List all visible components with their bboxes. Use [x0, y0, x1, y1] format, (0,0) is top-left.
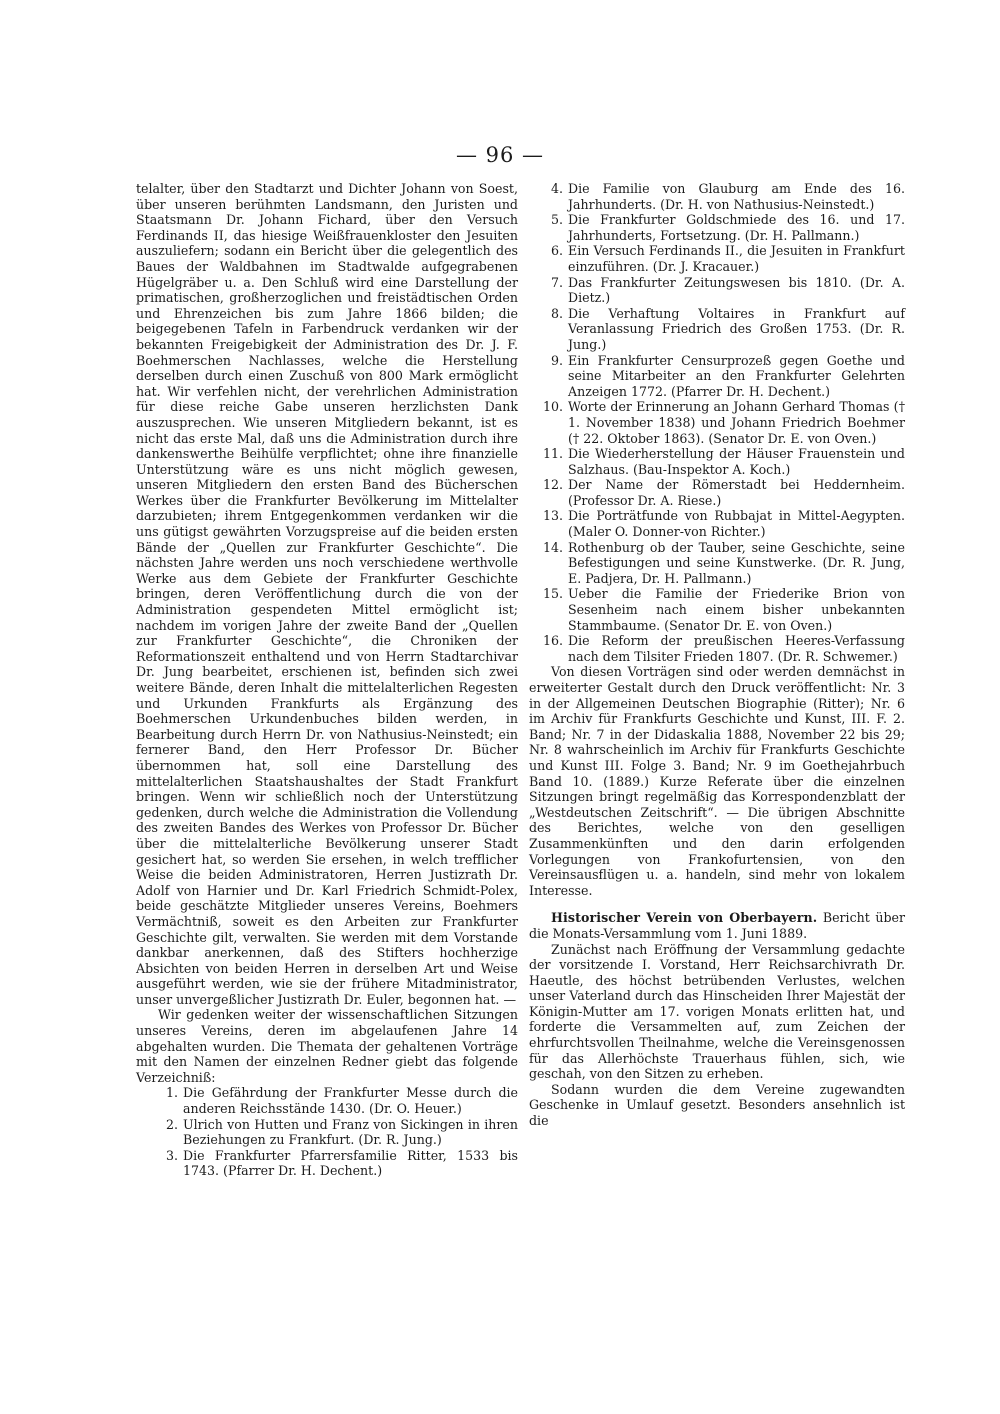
list-item — [529, 353, 905, 400]
list-item-number: 11. — [542, 446, 563, 462]
list-item-text: Das Frankfurter Zeitungswesen bis 1810. (Dr. A. Dietz.) — [568, 274, 905, 306]
list-item-number: 7. — [550, 274, 563, 290]
list-item — [529, 181, 905, 212]
list-item — [529, 243, 905, 274]
list-item — [529, 275, 905, 306]
list-item-number: 14. — [542, 539, 563, 555]
list-item-number: 16. — [542, 633, 563, 649]
lecture-list — [136, 1085, 518, 1179]
list-item-number: 5. — [550, 212, 563, 228]
list-item-text: Die Familie von Glauburg am Ende des 16. Jahrhunderts. (Dr. H. von Nathusius-Neinstedt.) — [568, 181, 905, 212]
list-item-number: 2. — [165, 1116, 178, 1132]
list-item-text: Ein Frankfurter Censurprozeß gegen Goethe und seine Mitarbeiter an den Frankfurter Gelehrten Anzeigen 1772. (Pfarrer Dr. H. Dechent.) — [568, 352, 905, 399]
list-item-number: 13. — [542, 508, 563, 524]
list-item-text: Die Reform der preußischen Heeres-Verfassung nach dem Tilsiter Frieden 1807. (Dr. R. Schwemer.) — [568, 633, 905, 664]
list-item — [160, 1148, 518, 1179]
list-item — [529, 586, 905, 633]
paragraph: telalter, über den Stadtarzt und Dichter Johann von Soest, über unseren berühmten Landsmann, den Juristen und Staatsmann Dr. Johann Fichard, über den Versuch Ferdinands II, das hiesige Weißfrauenkloster den Jesuiten auszuliefern; sodann ein Bericht über die gelegentlich des Baues der Waldbahnen im Stadtwalde aufgegrabenen Hügelgräber u. a. Den Schluß wird eine Darstellung der primatischen, großherzoglichen und freistädtischen Orden und Ehrenzeichen bis zum Jahre 1866 bilden; die beigegebenen Tafeln in Farbendruck verdanken wir der bekannten Freigebigkeit der Administration des Dr. J. F. Boehmerschen Nachlasses, welche die Herstellung derselben durch einen Zuschuß von 800 Mark ermöglicht hat. Wir verfehlen nicht, der verehrlichen Administration für diese reiche Gabe unseren herzlichsten Dank auszusprechen. Wie unseren Mitgliedern bekannt, ist es nicht das erste Mal, daß uns die Administration durch ihre dankenswerthe Beihülfe verpflichtet; ohne ihre finanzielle Unterstützung wäre es uns nicht möglich gewesen, unseren Mitgliedern den ersten Band des Bücherschen Werkes über die Frankfurter Bevölkerung im Mittelalter darzubieten; ihrem Entgegenkommen verdanken wir die uns gütigst gewährten Vorzugspreise auf die beiden ersten Bände der „Quellen zur Frankfurter Geschichte“. Die nächsten Jahre werden uns noch verschiedene werthvolle Werke aus dem Gebiete der Frankfurter Geschichte bringen, deren Veröffentlichung durch die von der Administration gespendeten Mittel ermöglicht ist; nachdem im vorigen Jahre der zweite Band der „Quellen zur Frankfurter Geschichte“, die Chroniken der Reformationszeit enthaltend und von Herrn Stadtarchivar Dr. Jung bearbeitet, erschienen ist, befinden sich zwei weitere Bände, deren Inhalt die mittelalterlichen Regesten und Urkunden Frankfurts als Ergänzung des Boehmerschen Urkundenbuches bilden werden, in Bearbeitung durch Herrn Dr. von Nathusius-Neinstedt; ein fernerer Band, den Herr Professor Dr. Bücher übernommen hat, soll eine Darstellung des mittelalterlichen Staatshaushaltes der Stadt Frankfurt bringen. Wenn wir schließlich noch der Unterstützung gedenken, durch welche die Administration die Vollendung des zweiten Bandes des Werkes von Professor Dr. Bücher über die mittelalterliche Bevölkerung unserer Stadt gesichert hat, so werden Sie ersehen, in welch trefflicher Weise die beiden Administratoren, Herren Justizrath Dr. Adolf von Harnier und Dr. Karl Friedrich Schmidt-Polex, beide geschätzte Mitglieder unseres Vereins, Boehmers Vermächtniß, soweit es den Arbeiten zur Frankfurter Geschichte gilt, verwalten. Sie werden mit dem Vorstande dankbar anerkennen, daß des Stifters hochherzige Absichten von beiden Herren in derselben Art und Weise ausgeführt werden, wie sie der frühere Mitadministrator, unser unvergeßlicher Justizrath Dr. Euler, begonnen hat. — — [136, 181, 518, 1007]
list-item — [529, 306, 905, 353]
page-number: — 96 — — [455, 143, 545, 167]
list-item — [529, 508, 905, 539]
list-item-text: Die Wiederherstellung der Häuser Frauenstein und Salzhaus. (Bau-Inspektor A. Koch.) — [568, 446, 905, 477]
lecture-list — [529, 181, 905, 664]
section-title: Historischer Verein von Oberbayern. — [551, 910, 818, 926]
list-item-number: 3. — [165, 1147, 178, 1163]
list-item — [160, 1085, 518, 1116]
list-item-number: 10. — [542, 399, 563, 415]
list-item-number: 8. — [550, 305, 563, 321]
list-item-text: Die Verhaftung Voltaires in Frankfurt auf Veranlassung Friedrich des Großen 1753. (Dr. R. Jung.) — [568, 305, 905, 352]
list-item-text: Die Frankfurter Goldschmiede des 16. und 17. Jahrhunderts, Fortsetzung. (Dr. H. Pallmann.) — [568, 212, 905, 243]
list-item — [529, 446, 905, 477]
section-subtitle: Bericht über die Monats-Versammlung vom 1. Juni 1889. — [529, 910, 905, 941]
list-item-text: Rothenburg ob der Tauber, seine Geschichte, seine Befestigungen und seine Kunstwerke. (Dr. R. Jung, E. Padjera, Dr. H. Pallmann.) — [568, 539, 905, 586]
list-item — [529, 633, 905, 664]
list-item — [529, 212, 905, 243]
list-item-text: Worte der Erinnerung an Johann Gerhard Thomas († 1. November 1838) und Johann Friedrich Boehmer († 22. Oktober 1863). (Senator Dr. E. von Oven.) — [568, 399, 905, 446]
list-item-number: 15. — [542, 586, 563, 602]
list-item-number: 4. — [550, 181, 563, 196]
list-item-number: 6. — [550, 243, 563, 259]
list-item — [529, 399, 905, 446]
right-column — [529, 181, 905, 1129]
list-item-text: Die Frankfurter Pfarrersfamilie Ritter, 1533 bis 1743. (Pfarrer Dr. H. Dechent.) — [183, 1147, 518, 1179]
section-gap — [529, 898, 905, 910]
list-item-text: Die Porträtfunde von Rubbajat in Mittel-Aegypten. (Maler O. Donner-von Richter.) — [568, 508, 905, 540]
paragraph: Von diesen Vorträgen sind oder werden demnächst in erweiterter Gestalt durch den Druck veröffentlicht: Nr. 3 in der Allgemeinen Deutschen Biographie (Ritter); Nr. 6 im Archiv für Frankfurts Geschichte und Kunst, III. F. 2. Band; Nr. 7 in der Didaskalia 1888, November 22 bis 29; Nr. 8 wahrscheinlich im Archiv für Frankfurts Geschichte und Kunst III. Folge 3. Band; Nr. 9 im Goethejahrbuch Band 10. (1889.) Kurze Referate über die einzelnen Sitzungen bringt regelmäßig das Korrespondenzblatt der „Westdeutschen Zeitschrift“. — Die übrigen Abschnitte des Berichtes, welche von den geselligen Zusammenkünften und den darin erfolgenden Vorlegungen von Frankofurtensien, von den Vereinsausflügen u. a. handeln, sind mehr von lokalem Interesse. — [529, 664, 905, 898]
list-item-number: 9. — [550, 352, 563, 368]
paragraph: Wir gedenken weiter der wissenschaftlichen Sitzungen unseres Vereins, deren im abgelaufenen Jahre 14 abgehalten wurden. Die Themata der gehaltenen Vorträge mit den Namen der einzelnen Redner giebt das folgende Verzeichniß: — [136, 1007, 518, 1085]
list-item — [529, 540, 905, 587]
section-heading — [529, 910, 905, 941]
list-item-number: 12. — [542, 477, 563, 493]
list-item-number: 1. — [165, 1085, 178, 1101]
list-item-text: Die Gefährdung der Frankfurter Messe durch die anderen Reichsstände 1430. (Dr. O. Heuer.) — [183, 1085, 518, 1117]
list-item-text: Ein Versuch Ferdinands II., die Jesuiten in Frankfurt einzuführen. (Dr. J. Kracauer.) — [568, 243, 905, 274]
list-item-text: Ueber die Familie der Friederike Brion von Sesenheim nach einem bisher unbekannten Stammbaume. (Senator Dr. E. von Oven.) — [568, 586, 905, 633]
list-item — [529, 477, 905, 508]
left-column — [136, 181, 518, 1179]
list-item — [160, 1117, 518, 1148]
list-item-text: Der Name der Römerstadt bei Heddernheim. (Professor Dr. A. Riese.) — [568, 477, 905, 508]
paragraph: Zunächst nach Eröffnung der Versammlung gedachte der vorsitzende I. Vorstand, Herr Reichsarchivrath Dr. Haeutle, des höchst betrübenden Verlustes, welchen unser Vaterland durch das Hinscheiden Ihrer Majestät der Königin-Mutter am 17. vorigen Monats erlitten hat, und forderte die Versammelten auf, zum Zeichen der ehrfurchtsvollen Theilnahme, welche die Vereinsgenossen für das Allerhöchste Trauerhaus fühlen, sich, wie geschah, von den Sitzen zu erheben. — [529, 941, 905, 1082]
paragraph: Sodann wurden die dem Vereine zugewandten Geschenke in Umlauf gesetzt. Besonders ansehnlich ist die — [529, 1081, 905, 1129]
list-item-text: Ulrich von Hutten und Franz von Sickingen in ihren Beziehungen zu Frankfurt. (Dr. R. Jung.) — [183, 1116, 518, 1148]
